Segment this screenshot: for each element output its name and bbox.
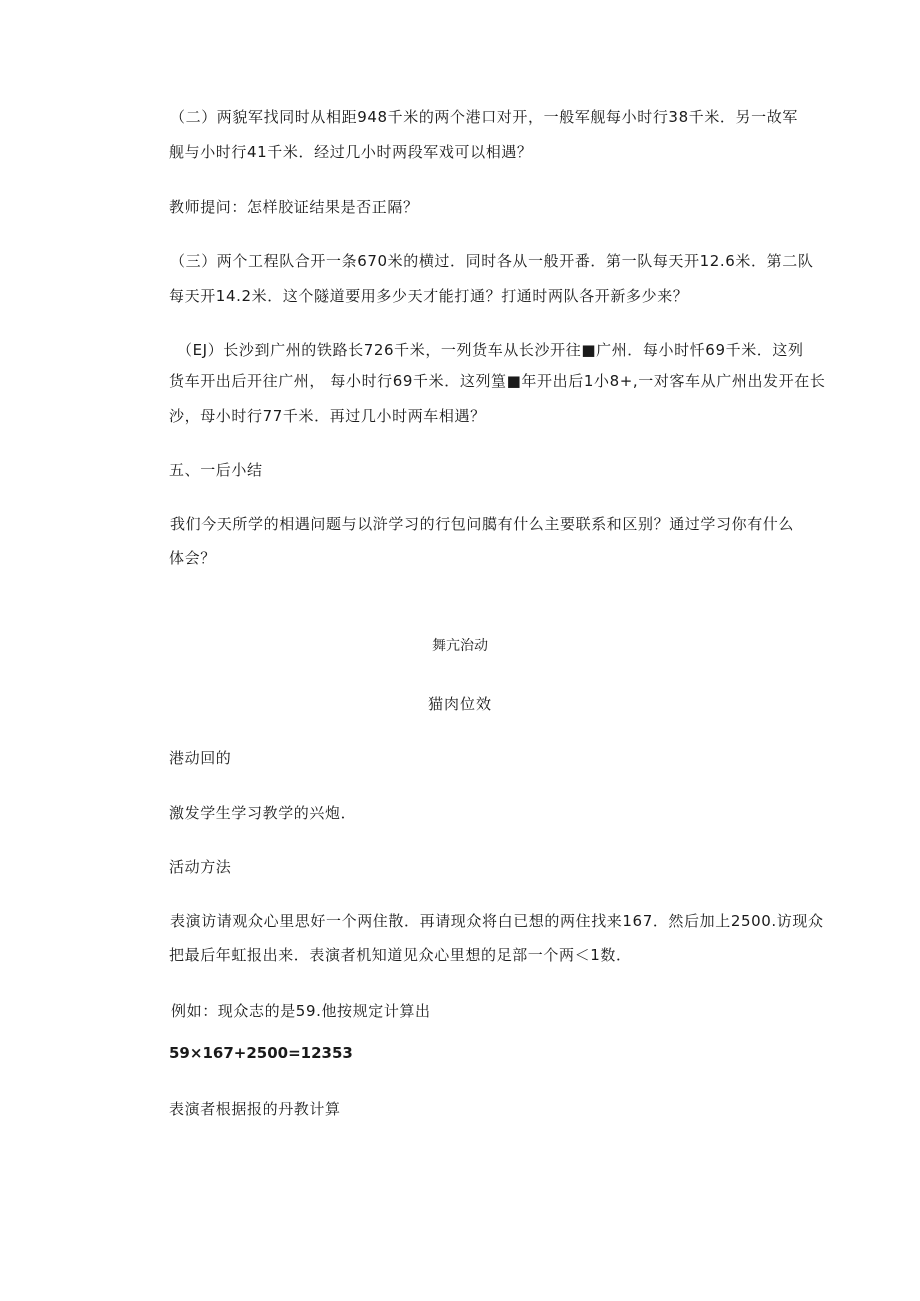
method-line-1: 表演访请观众心里思好一个两住散．再请现众将白已想的两住找来167．然后加上2500.访现众: [170, 912, 824, 930]
problem-4-line-2: 货车开出后开往广州， 每小时行69千米．这列篁■年开出后1小8+,一对客车从广州出发开在长: [169, 372, 826, 390]
example-formula: 59×167+2500=12353: [169, 1044, 353, 1062]
activity-subtitle: 猫肉位效: [427, 695, 492, 713]
method-heading: 活动方法: [169, 858, 232, 876]
problem-2-line-2: 舰与小时行41千米．经过几小时两段军戏可以相遇？: [169, 143, 533, 161]
example-line: 例如：现众志的是59.他按规定计算出: [171, 1002, 431, 1020]
problem-2-line-1: （二）两貌军找同时从相距948千米的两个港口对开，一般军舰每小时行38千米．另一故军: [170, 108, 798, 126]
summary-line-1: 我们今天所学的相遇问题与以浒学习的行包问臈有什么主要联系和区别？通过学习你有什么: [170, 515, 795, 533]
summary-heading: 五、一后小结: [169, 461, 263, 479]
teacher-question: 教师提问：怎样胶证结果是否正隔？: [169, 198, 419, 216]
goal-heading: 港动回的: [169, 749, 232, 767]
problem-3-line-1: （三）两个工程队合开一条670米的横过．同时各从一般开番．第一队每天开12.6米．第二队: [170, 252, 814, 270]
activity-title: 舞亢治动: [432, 638, 488, 654]
goal-text: 激发学生学习教学的兴炮．: [169, 804, 357, 822]
problem-4-line-3: 沙，母小时行77千米．再过几小时两车相遇？: [169, 407, 486, 425]
summary-line-2: 体会？: [169, 549, 216, 567]
final-line: 表演者根据报的丹教计算: [169, 1100, 341, 1118]
method-line-2: 把最后年虹报出来．表演者机知道见众心里想的足部一个两＜1数．: [169, 946, 632, 964]
problem-3-line-2: 每天开14.2米．这个隧道要用多少天才能打通？打通时两队各开新多少来？: [169, 287, 689, 305]
problem-4-line-1: （EJ）长沙到广州的铁路长726千米，一列货车从长沙开往■广州．每小时忏69千米．这列: [177, 341, 804, 359]
